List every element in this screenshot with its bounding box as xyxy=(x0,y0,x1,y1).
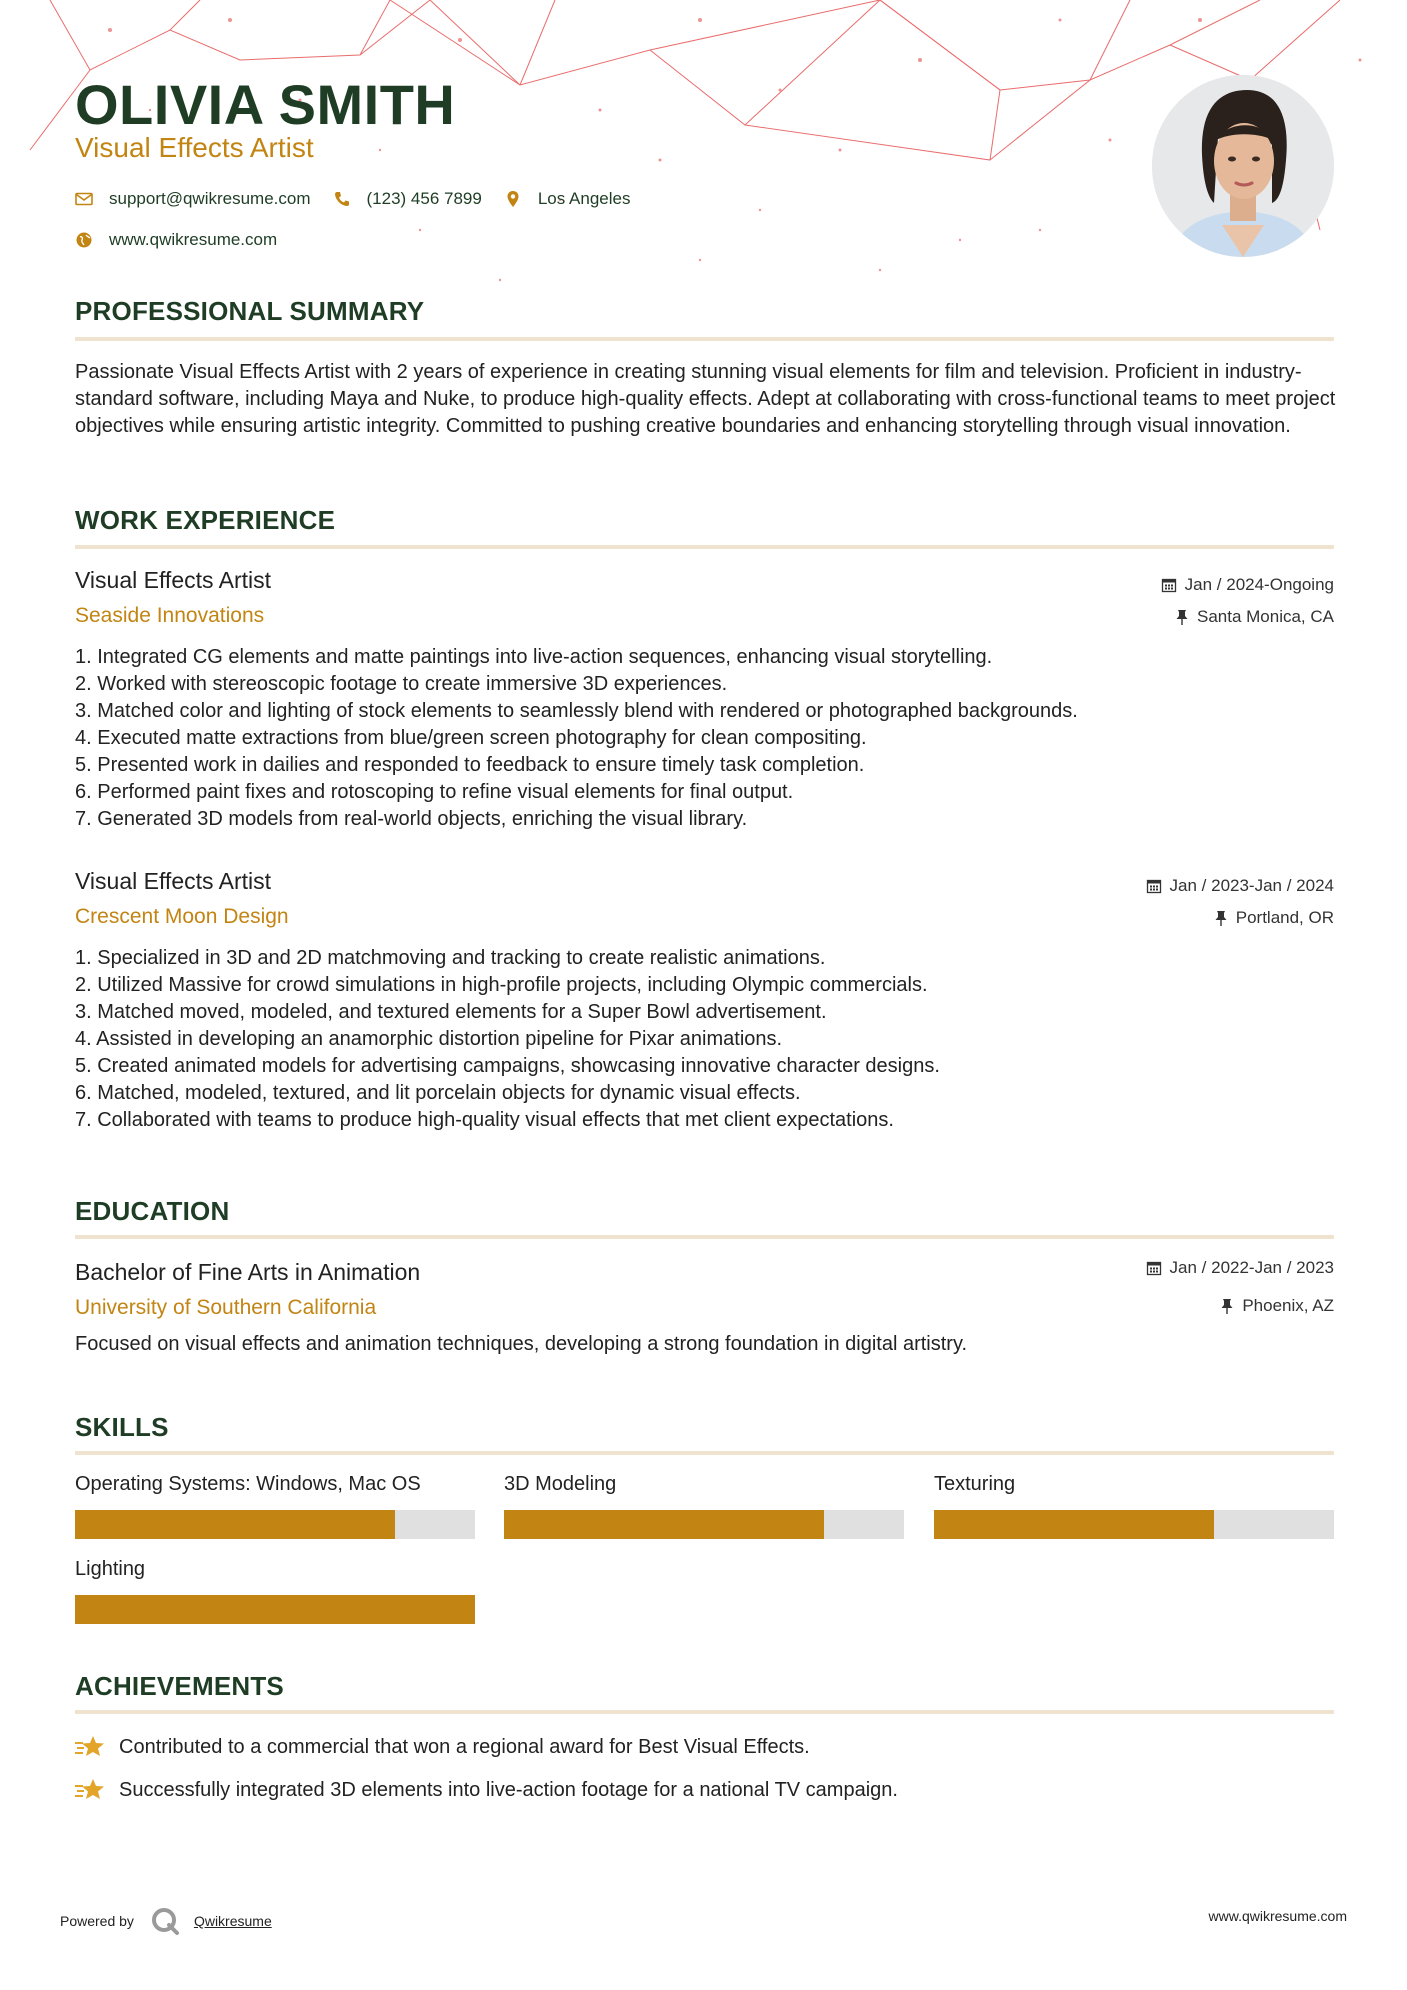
list-item: 1. Integrated CG elements and matte paintings into live-action sequences, enhancing visual storytelling. xyxy=(75,646,993,668)
job-bullets xyxy=(75,644,1078,833)
pushpin-icon xyxy=(1220,1298,1234,1314)
list-item: 1. Specialized in 3D and 2D matchmoving and tracking to create realistic animations. xyxy=(75,947,826,969)
website-row xyxy=(75,230,277,250)
skill-bar xyxy=(934,1510,1334,1539)
education-location xyxy=(1220,1296,1334,1316)
list-item: 5. Created animated models for advertising campaigns, showcasing innovative character designs. xyxy=(75,1055,940,1077)
list-item: 7. Collaborated with teams to produce high-quality visual effects that met client expectations. xyxy=(75,1109,894,1131)
company-name: Crescent Moon Design xyxy=(75,905,289,928)
star-badge-icon xyxy=(75,1776,107,1804)
list-item: 3. Matched moved, modeled, and textured elements for a Super Bowl advertisement. xyxy=(75,1001,827,1023)
job-title: Visual Effects Artist xyxy=(75,868,272,894)
achievement-item xyxy=(75,1733,810,1761)
skills-divider xyxy=(75,1451,1334,1455)
list-item: 3. Matched color and lighting of stock elements to seamlessly blend with rendered or photographed backgrounds. xyxy=(75,700,1078,722)
experience-divider xyxy=(75,545,1334,549)
list-item: 5. Presented work in dailies and responded to feedback to ensure timely task completion. xyxy=(75,754,865,776)
skill-bar-fill xyxy=(504,1510,824,1539)
job-bullets xyxy=(75,945,940,1134)
education-dates-text: Jan / 2022-Jan / 2023 xyxy=(1169,1258,1334,1277)
skill-bar xyxy=(504,1510,904,1539)
list-item: 6. Matched, modeled, textured, and lit porcelain objects for dynamic visual effects. xyxy=(75,1082,801,1104)
job-location-text: Santa Monica, CA xyxy=(1196,607,1334,626)
list-item: 6. Performed paint fixes and rotoscoping to refine visual elements for final output. xyxy=(75,781,794,803)
job-dates xyxy=(1161,575,1334,595)
skill-bar-fill xyxy=(75,1510,395,1539)
list-item: 7. Generated 3D models from real-world objects, enriching the visual library. xyxy=(75,808,748,830)
education-divider xyxy=(75,1235,1334,1239)
skill-bar-fill xyxy=(934,1510,1214,1539)
qwikresume-brand-link[interactable]: Qwikresume xyxy=(193,1913,272,1929)
skills-heading: SKILLS xyxy=(75,1412,169,1442)
skill-bar xyxy=(75,1595,475,1624)
list-item: 4. Assisted in developing an anamorphic distortion pipeline for Pixar animations. xyxy=(75,1028,783,1050)
skill-label: 3D Modeling xyxy=(504,1473,617,1495)
candidate-name: OLIVIA SMITH xyxy=(75,73,456,136)
website-link[interactable]: www.qwikresume.com xyxy=(109,230,278,249)
skill-label: Operating Systems: Windows, Mac OS xyxy=(75,1473,421,1495)
summary-text: Passionate Visual Effects Artist with 2 years of experience in creating stunning visual elements for film and television. Proficient in industry-standard software, including Maya and Nuke, to produce high-quality effects. Adept at collaborating with cross-functional teams to meet project objectives while ensuring artistic integrity. Committed to pushing creative boundaries and enhancing storytelling through visual innovation. xyxy=(75,361,1336,437)
education-heading: EDUCATION xyxy=(75,1196,230,1226)
profile-photo xyxy=(1152,75,1334,257)
skill-bar xyxy=(75,1510,475,1539)
powered-by-label: Powered by xyxy=(60,1913,134,1929)
pushpin-icon xyxy=(1175,609,1189,625)
job-title: Visual Effects Artist xyxy=(75,567,272,593)
phone-icon xyxy=(333,190,351,208)
school-name: University of Southern California xyxy=(75,1296,377,1319)
list-item: 4. Executed matte extractions from blue/green screen photography for clean compositing. xyxy=(75,727,867,749)
education-location-text: Phoenix, AZ xyxy=(1242,1296,1334,1315)
summary-divider xyxy=(75,337,1334,341)
job-dates-text: Jan / 2024-Ongoing xyxy=(1184,575,1334,594)
job-dates-text: Jan / 2023-Jan / 2024 xyxy=(1169,876,1334,895)
education-description: Focused on visual effects and animation techniques, developing a strong foundation in digital artistry. xyxy=(75,1333,968,1355)
qwikresume-logo-icon xyxy=(150,1906,180,1936)
degree-title: Bachelor of Fine Arts in Animation xyxy=(75,1259,421,1285)
map-pin-icon xyxy=(504,190,522,208)
calendar-icon xyxy=(1146,1260,1162,1276)
footer-url[interactable]: www.qwikresume.com xyxy=(1208,1908,1347,1924)
star-badge-icon xyxy=(75,1733,107,1761)
job-location xyxy=(1175,607,1334,627)
candidate-title: Visual Effects Artist xyxy=(75,132,314,163)
summary-heading: PROFESSIONAL SUMMARY xyxy=(75,296,425,326)
experience-heading: WORK EXPERIENCE xyxy=(75,505,336,535)
globe-icon xyxy=(75,231,93,249)
job-dates xyxy=(1146,876,1334,896)
location-text: Los Angeles xyxy=(537,189,631,208)
pushpin-icon xyxy=(1214,910,1228,926)
achievement-text: Contributed to a commercial that won a regional award for Best Visual Effects. xyxy=(119,1735,810,1758)
calendar-icon xyxy=(1146,878,1162,894)
achievement-text: Successfully integrated 3D elements into live-action footage for a national TV campaign. xyxy=(119,1778,898,1801)
envelope-icon xyxy=(75,190,93,208)
calendar-icon xyxy=(1161,577,1177,593)
company-name: Seaside Innovations xyxy=(75,604,265,627)
list-item: 2. Utilized Massive for crowd simulations in high-profile projects, including Olympic commercials. xyxy=(75,974,928,996)
skill-label: Lighting xyxy=(75,1558,146,1580)
phone-number[interactable]: (123) 456 7899 xyxy=(366,189,482,208)
achievements-heading: ACHIEVEMENTS xyxy=(75,1671,284,1701)
job-location-text: Portland, OR xyxy=(1235,908,1334,927)
achievement-item xyxy=(75,1776,898,1804)
footer-powered-by xyxy=(60,1906,272,1936)
education-dates xyxy=(1146,1258,1334,1278)
achievements-divider xyxy=(75,1710,1334,1714)
job-location xyxy=(1214,908,1334,928)
contact-row xyxy=(75,189,630,209)
list-item: 2. Worked with stereoscopic footage to create immersive 3D experiences. xyxy=(75,673,728,695)
skill-bar-fill xyxy=(75,1595,475,1624)
skill-label: Texturing xyxy=(934,1473,1016,1495)
email-link[interactable]: support@qwikresume.com xyxy=(109,189,311,208)
